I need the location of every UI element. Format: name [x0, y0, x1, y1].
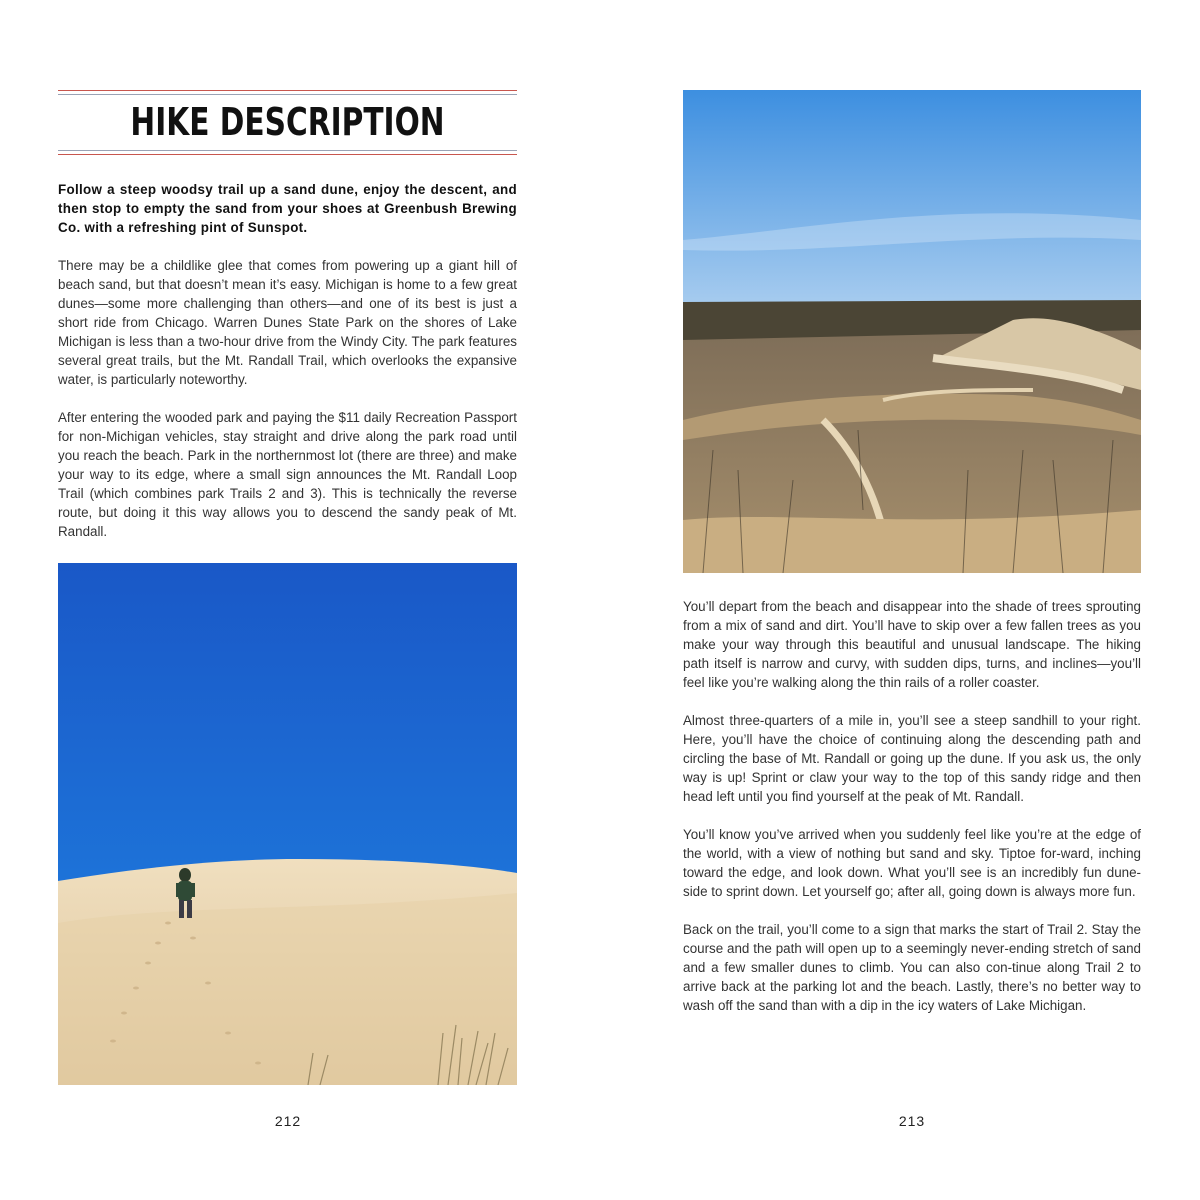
page-number: 213 [898, 1113, 926, 1129]
heading-rule-bottom [58, 150, 517, 156]
heading-rule-top [58, 90, 517, 96]
body-paragraph: There may be a childlike glee that comes from powering up a giant hill of beach sand, but that doesn’t mean it’s easy. Michigan is home to a few great dunes—some more challenging than others—and one of its best is just a short ride from Chicago. Warren Dunes State Park on the shores of Lake Michigan is less than a two-hour drive from the Windy City. The park features several great trails, but the Mt. Randall Trail, which overlooks the expansive water, is particularly noteworthy. [58, 258, 517, 387]
body-paragraph: After entering the wooded park and paying the $11 daily Recreation Passport for non-Michigan vehicles, stay straight and drive along the park road until you reach the beach. Park in the northernmost lot (there are three) and make your way to its edge, where a small sign announces the Mt. Randall Loop Trail (which combines park Trails 2 and 3). This is technically the reverse route, but doing it this way allows you to descend the sandy peak of Mt. Randall. [58, 410, 517, 539]
body-paragraph: You’ll depart from the beach and disappear into the shade of trees sprouting from a mix of sand and dirt. You’ll have to skip over a few fallen trees as you make your way through this beautiful and unusual landscape. The hiking path itself is narrow and curvy, with sudden dips, turns, and inclines—you’ll feel like you’re walking along the thin rails of a roller coaster. [683, 599, 1141, 690]
intro-paragraph: Follow a steep woodsy trail up a sand dune, enjoy the descent, and then stop to empty the sand from your shoes at Greenbush Brewing Co. with a refreshing pint of Sunspot. [58, 182, 517, 235]
left-body-text [58, 256, 517, 541]
mt-randall-view-photo [683, 90, 1141, 573]
section-heading: HIKE DESCRIPTION [130, 100, 445, 144]
right-page [600, 0, 1200, 1200]
dune-climb-photo [58, 563, 517, 1085]
body-paragraph: You’ll know you’ve arrived when you suddenly feel like you’re at the edge of the world, with a view of nothing but sand and sky. Tiptoe for-ward, inching toward the edge, and look down. What you’ll see is an incredibly fun dune-side to sprint down. Let yourself go; after all, going down is always more fun. [683, 827, 1141, 899]
body-paragraph: Almost three-quarters of a mile in, you’ll see a steep sandhill to your right. Here, you’ll have the choice of continuing along the descending path and circling the base of Mt. Randall or going up the dune. If you ask us, the only way is up! Sprint or claw your way to the top of this sandy ridge and then head left until you find yourself at the peak of Mt. Randall. [683, 713, 1141, 804]
page-number: 212 [274, 1113, 302, 1129]
body-paragraph: Back on the trail, you’ll come to a sign that marks the start of Trail 2. Stay the course and the path will open up to a seemingly never-ending stretch of sand and a few smaller dunes to climb. You can also con-tinue along Trail 2 to arrive back at the parking lot and the beach. Lastly, there’s no better way to wash off the sand than with a dip in the icy waters of Lake Michigan. [683, 922, 1141, 1013]
right-body-text [683, 597, 1141, 1015]
